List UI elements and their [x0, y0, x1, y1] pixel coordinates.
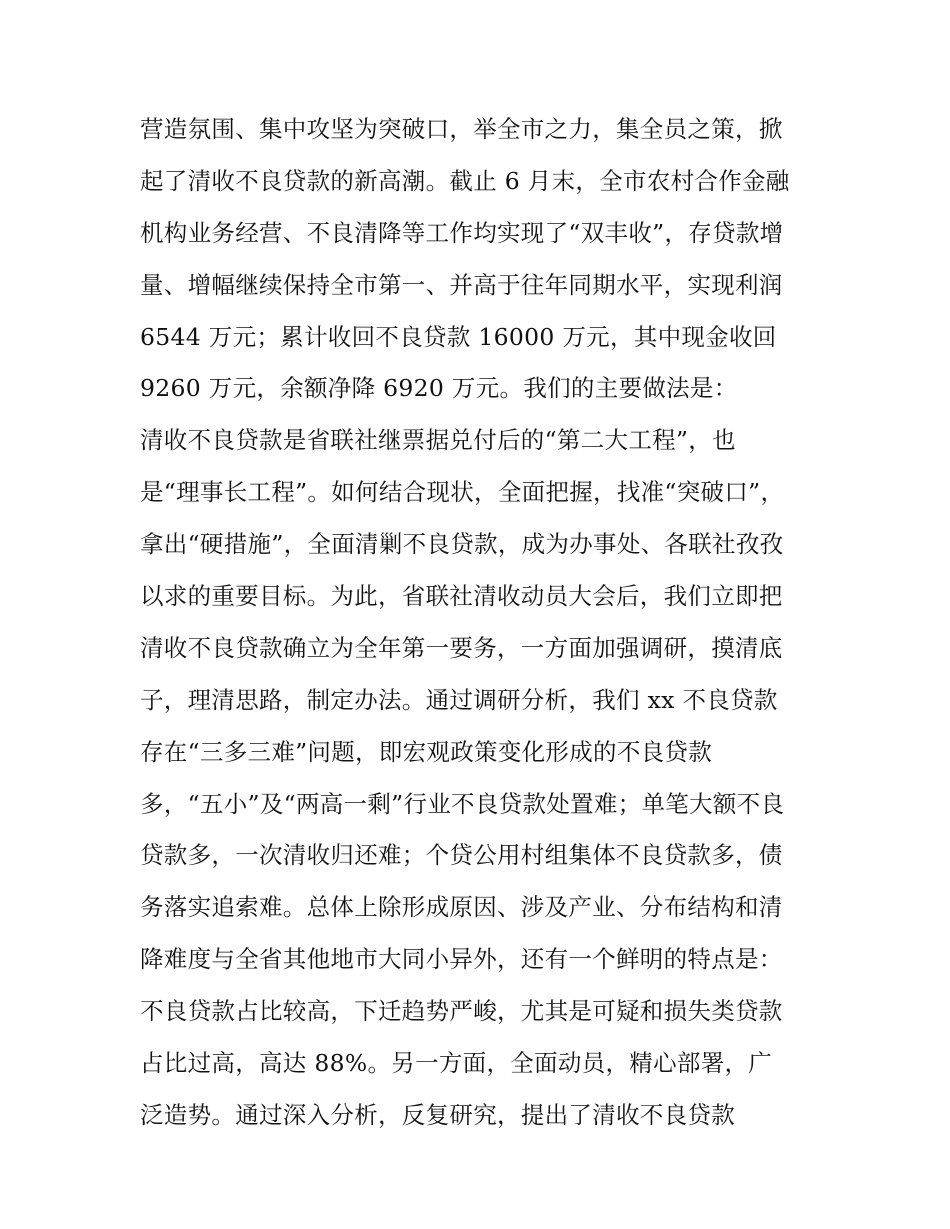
text-line: 拿出“硬措施”，全面清剿不良贷款，成为办事处、各联社孜孜 — [140, 530, 784, 559]
text-line: 降难度与全省其他地市大同小异外，还有一个鲜明的特点是： — [140, 945, 783, 974]
body-text — [140, 104, 830, 1142]
text-line: 起了清收不良贷款的新高潮。截止 6 月末，全市农村合作金融 — [140, 166, 790, 195]
text-line: 机构业务经营、不良清降等工作均实现了“双丰收”，存贷款增 — [140, 218, 784, 247]
text-line: 是“理事长工程”。如何结合现状，全面把握，找准“突破口”， — [140, 478, 785, 507]
text-line: 清收不良贷款是省联社继票据兑付后的“第二大工程”，也 — [140, 426, 736, 455]
text-line: 子，理清思路，制定办法。通过调研分析，我们 xx 不良贷款 — [140, 685, 778, 714]
text-line: 务落实追索难。总体上除形成原因、涉及产业、分布结构和清 — [140, 893, 783, 922]
text-line: 不良贷款占比较高，下迁趋势严峻，尤其是可疑和损失类贷款 — [140, 997, 783, 1026]
text-line: 量、增幅继续保持全市第一、并高于往年同期水平，实现利润 — [140, 270, 783, 299]
text-line: 泛造势。通过深入分析，反复研究，提出了清收不良贷款 — [140, 1100, 735, 1129]
text-line: 9260 万元，余额净降 6920 万元。我们的主要做法是： — [140, 374, 738, 403]
text-line: 清收不良贷款确立为全年第一要务，一方面加强调研，摸清底 — [140, 633, 783, 662]
text-line: 占比过高，高达 88%。另一方面，全面动员，精心部署，广 — [140, 1049, 773, 1078]
text-line: 存在“三多三难”问题，即宏观政策变化形成的不良贷款 — [140, 737, 713, 766]
text-line: 以求的重要目标。为此，省联社清收动员大会后，我们立即把 — [140, 582, 783, 611]
text-line: 贷款多，一次清收归还难；个贷公用村组集体不良贷款多，债 — [140, 841, 783, 870]
text-line: 多，“五小”及“两高一剩”行业不良贷款处置难；单笔大额不良 — [140, 789, 785, 818]
text-line: 6544 万元；累计收回不良贷款 16000 万元，其中现金收回 — [140, 322, 777, 351]
text-line: 营造氛围、集中攻坚为突破口，举全市之力，集全员之策，掀 — [140, 115, 783, 143]
